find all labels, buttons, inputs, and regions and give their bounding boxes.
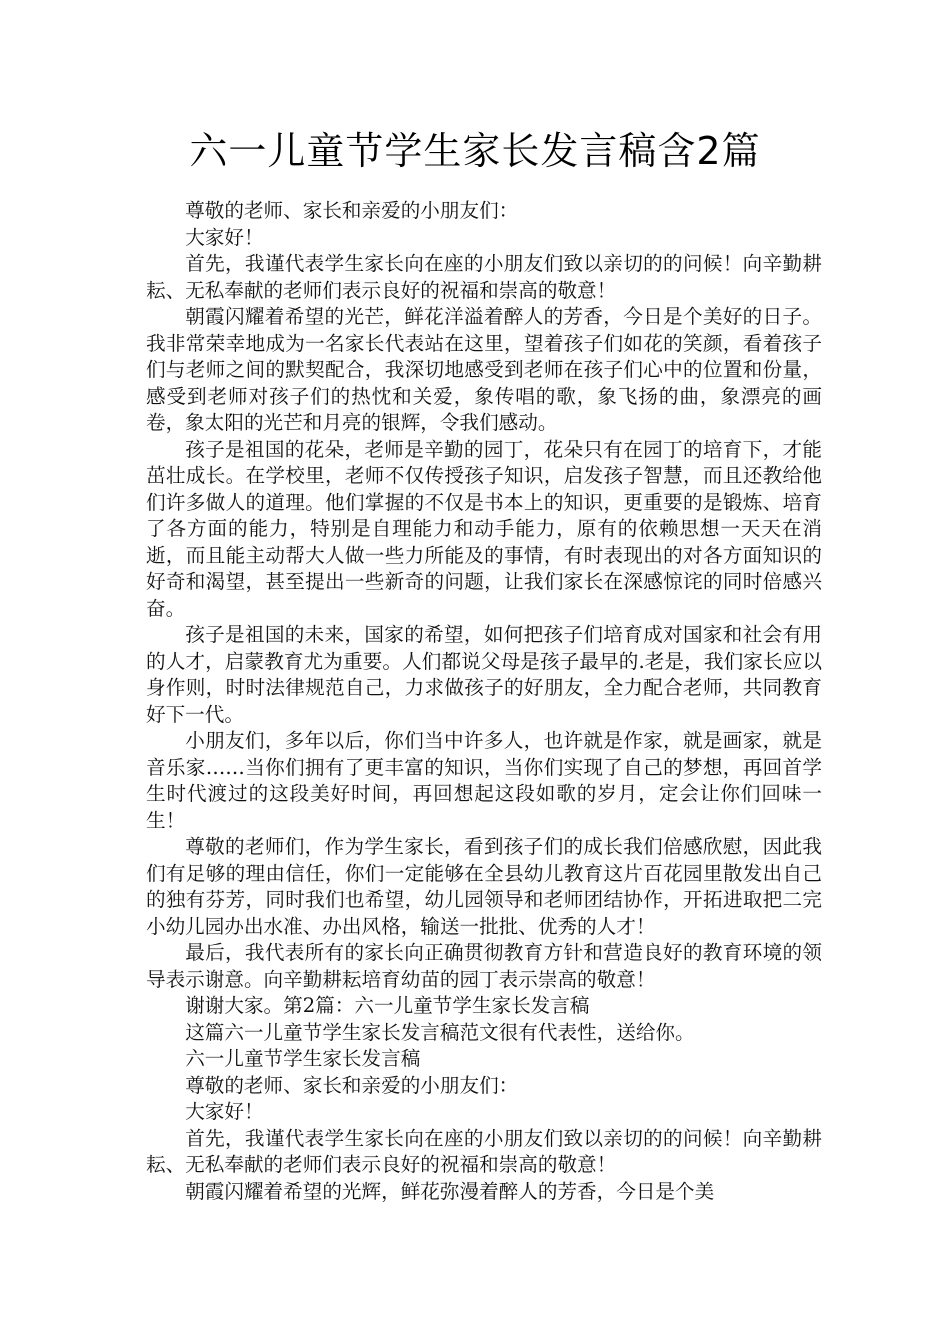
paragraph-hello: 大家好！	[185, 225, 264, 249]
paragraph-thanks: 谢谢大家。第2篇：六一儿童节学生家长发言稿	[185, 994, 590, 1017]
paragraph-teachers: 尊敬的老师们，作为学生家长，看到孩子们的成长我们倍感欣慰，因此我们有足够的理由信任，你们一定能够在全县幼儿教育这片百花园里散发出自己的独有芬芳，同时我们也希望，幼儿园领导和老师团结协作，开拓进取把二完小幼儿园办出水准、办出风格，输送一批批、优秀的人才！	[146, 835, 822, 938]
paragraph-finally: 最后，我代表所有的家长向正确贯彻教育方针和营造良好的教育环境的领导表示谢意。向辛勤耕耘培育幼苗的园丁表示崇高的敬意！	[146, 941, 822, 991]
paragraph-greeting-2: 尊敬的老师、家长和亲爱的小朋友们：	[185, 1073, 519, 1097]
paragraph-future: 孩子是祖国的未来，国家的希望，如何把孩子们培育成对国家和社会有用的人才，启蒙教育尤为重要。人们都说父母是孩子最早的.老是，我们家长应以身作则，时时法律规范自己，力求做孩子的好朋友，全力配合老师，共同教育好下一代。	[146, 623, 822, 726]
paragraph-greeting: 尊敬的老师、家长和亲爱的小朋友们：	[185, 199, 519, 222]
document-body	[146, 198, 822, 1205]
paragraph-morning-glow: 朝霞闪耀着希望的光芒，鲜花洋溢着醉人的芳香，今日是个美好的日子。我非常荣幸地成为一名家长代表站在这里，望着孩子们如花的笑颜，看着孩子们与老师之间的默契配合，我深切地感受到老师在孩子们心中的位置和份量，感受到老师对孩子们的热忱和关爱，象传唱的歌，象飞扬的曲，象漂亮的画卷，象太阳的光芒和月亮的银辉，令我们感动。	[146, 305, 822, 434]
paragraph-flowers: 孩子是祖国的花朵，老师是辛勤的园丁，花朵只有在园丁的培育下，才能茁壮成长。在学校里，老师不仅传授孩子知识，启发孩子智慧，而且还教给他们许多做人的道理。他们掌握的不仅是书本上的知识，更重要的是锻炼、培育了各方面的能力，特别是自理能力和动手能力，原有的依赖思想一天天在消逝，而且能主动帮大人做一些力所能及的事情，有时表现出的对各方面知识的好奇和渴望，甚至提出一些新奇的问题，让我们家长在深感惊诧的同时倍感兴奋。	[146, 437, 822, 620]
paragraph-morning-glow-2: 朝霞闪耀着希望的光辉，鲜花弥漫着醉人的芳香，今日是个美	[185, 1179, 715, 1203]
paragraph-intro-2: 这篇六一儿童节学生家长发言稿范文很有代表性，送给你。	[185, 1020, 695, 1044]
paragraph-children: 小朋友们，多年以后，你们当中许多人，也许就是作家，就是画家，就是音乐家……当你们拥有了更丰富的知识，当你们实现了自己的梦想，再回首学生时代渡过的这段美好时间，再回想起这段如歌的岁月，定会让你们回味一生！	[146, 729, 822, 832]
paragraph-subtitle-2: 六一儿童节学生家长发言稿	[185, 1047, 421, 1070]
paragraph-regards-2: 首先，我谨代表学生家长向在座的小朋友们致以亲切的的问候！向辛勤耕耘、无私奉献的老师们表示良好的祝福和崇高的敬意！	[146, 1126, 822, 1176]
paragraph-regards: 首先，我谨代表学生家长向在座的小朋友们致以亲切的的问候！向辛勤耕耘、无私奉献的老师们表示良好的祝福和崇高的敬意！	[146, 252, 822, 302]
document-title: 六一儿童节学生家长发言稿含2篇	[189, 129, 761, 173]
paragraph-hello-2: 大家好！	[185, 1100, 264, 1123]
